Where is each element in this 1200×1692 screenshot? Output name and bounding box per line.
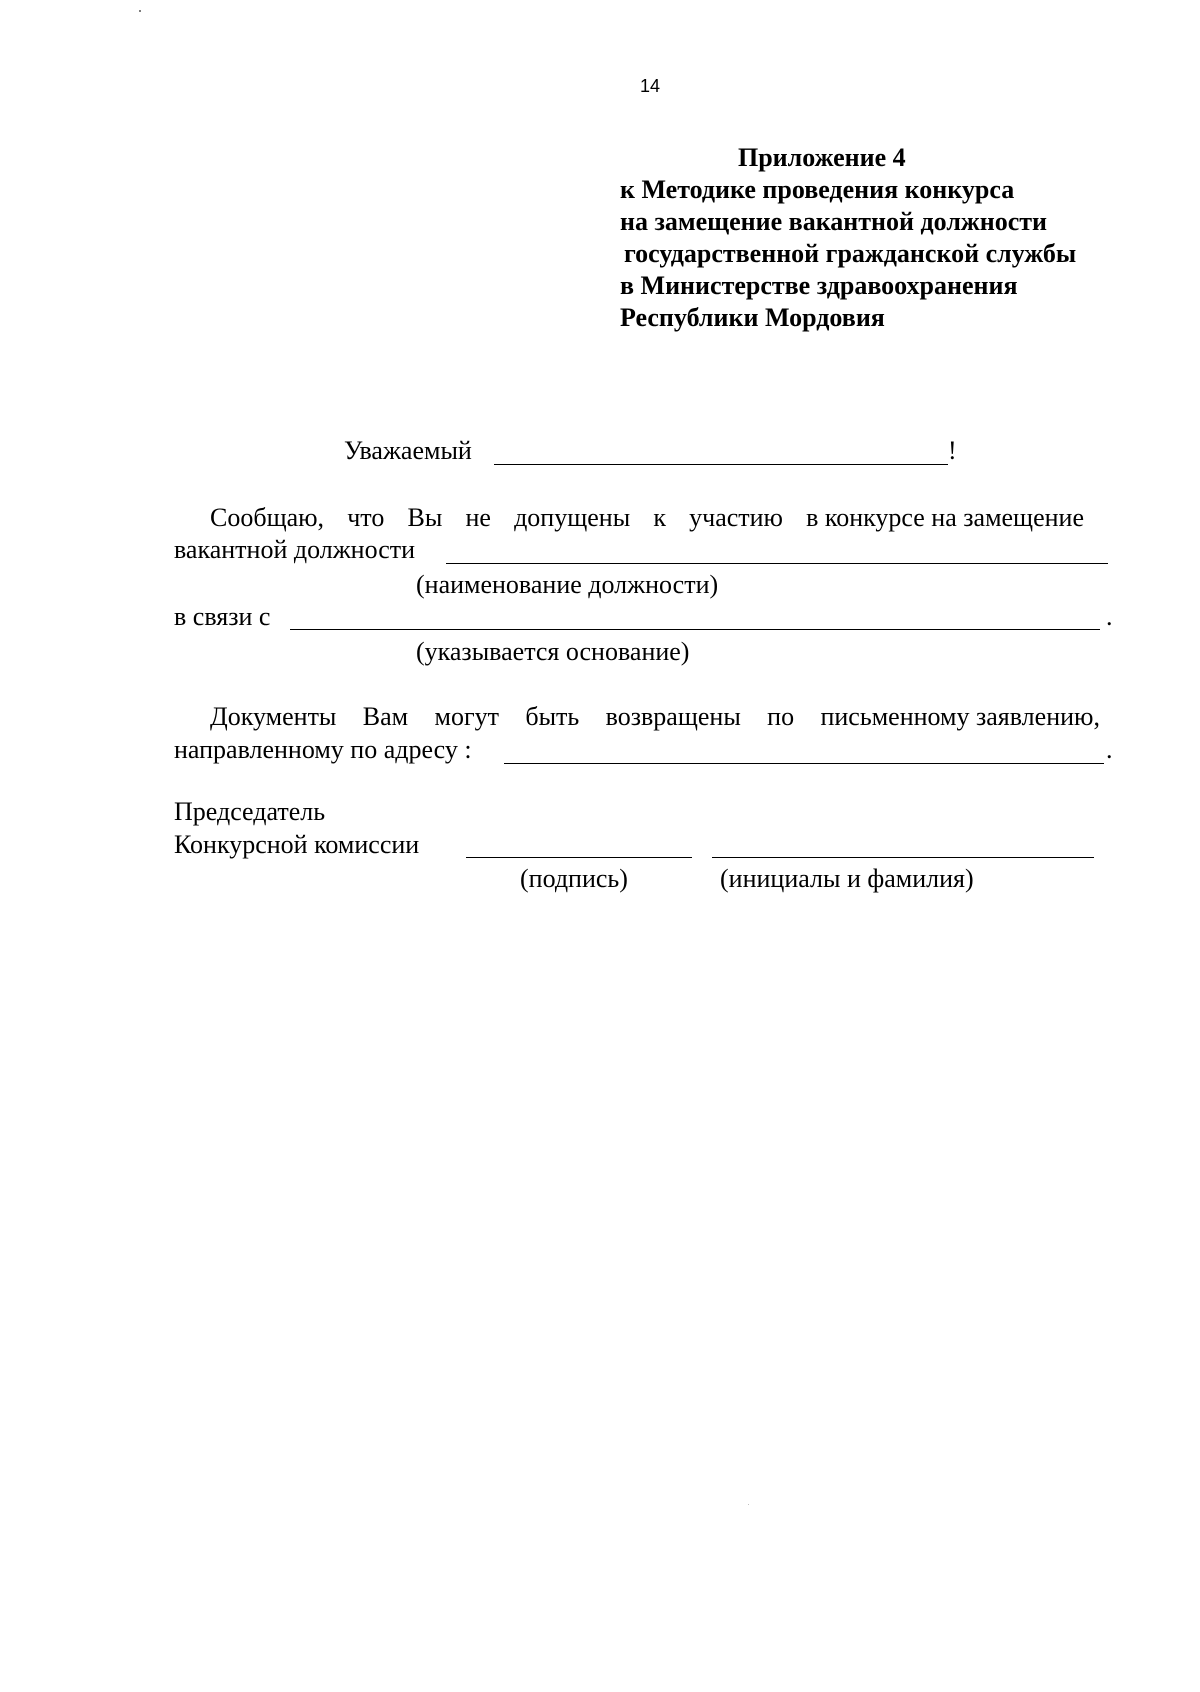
reason-caption: (указывается основание) [416, 637, 690, 666]
word: Вам [362, 702, 409, 731]
scan-speck [139, 10, 141, 12]
chairman-title: Председатель [174, 797, 326, 826]
address-blank[interactable] [504, 763, 1104, 764]
name-blank[interactable] [712, 857, 1094, 858]
word: быть [525, 702, 580, 731]
word: Вы [407, 503, 443, 532]
signature-caption: (подпись) [520, 864, 628, 893]
reason-blank[interactable] [290, 629, 1100, 630]
signature-blank[interactable] [466, 857, 692, 858]
paragraph-2-line-2: направленному по адресу : [174, 735, 472, 764]
word: могут [434, 702, 499, 731]
appendix-title: Приложение 4 [738, 143, 906, 172]
salutation: Уважаемый [344, 436, 472, 465]
paragraph-1-line-2: вакантной должности [174, 535, 416, 564]
word: Документы [210, 702, 337, 731]
appendix-line: государственной гражданской службы [624, 239, 1077, 268]
paragraph-2-line-1 [210, 702, 1100, 732]
name-caption: (инициалы и фамилия) [720, 864, 974, 893]
appendix-line: Республики Мордовия [620, 303, 885, 332]
word: письменному заявлению, [820, 702, 1100, 731]
appendix-line: к Методике проведения конкурса [620, 175, 1015, 204]
appendix-line: в Министерстве здравоохранения [620, 271, 1018, 300]
appendix-header [620, 142, 1140, 334]
word: допущены [514, 503, 631, 532]
appendix-line: на замещение вакантной должности [620, 207, 1048, 236]
salutation-exclamation: ! [948, 436, 957, 465]
word: по [767, 702, 795, 731]
addressee-blank[interactable] [494, 464, 948, 465]
word: в конкурсе на замещение [806, 503, 1084, 532]
word: участию [689, 503, 783, 532]
word: возвращены [605, 702, 741, 731]
word: что [347, 503, 385, 532]
position-caption: (наименование должности) [416, 570, 719, 599]
word: не [465, 503, 491, 532]
position-blank[interactable] [446, 563, 1108, 564]
paragraph-1-line-1 [210, 503, 1084, 533]
reason-period: . [1106, 602, 1113, 631]
commission-title: Конкурсной комиссии [174, 830, 420, 859]
scan-speck [748, 1504, 749, 1505]
reason-prefix: в связи с [174, 602, 271, 631]
word: Сообщаю, [210, 503, 325, 532]
word: к [653, 503, 666, 532]
address-period: . [1106, 735, 1113, 764]
page-number: 14 [640, 76, 661, 96]
